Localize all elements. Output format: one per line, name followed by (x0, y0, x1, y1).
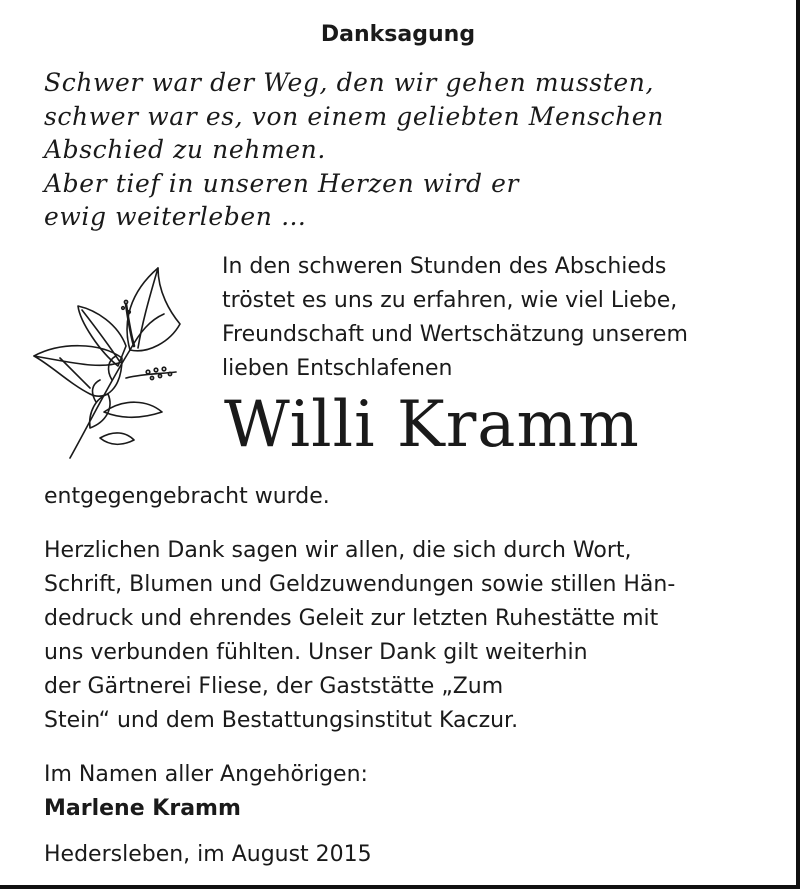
heading: Danksagung (320, 22, 476, 47)
thanks-line: dedruck und ehrendes Geleit zur letzten Ruhestätte mit (44, 606, 659, 631)
signature-name: Marlene Kramm (44, 796, 241, 821)
thanks-paragraph (44, 534, 675, 738)
intro-line: In den schweren Stunden des Abschieds (222, 254, 667, 279)
poem-line: Abschied zu nehmen. (44, 135, 326, 164)
intro-line: lieben Entschlafenen (222, 356, 453, 381)
thanks-line: Herzlichen Dank sagen wir allen, die sich durch Wort, (44, 538, 632, 563)
poem-line: Schwer war der Weg, den wir gehen mussten, (44, 68, 655, 97)
intro-line: Freundschaft und Wertschätzung unserem (222, 322, 688, 347)
deceased-name: Willi Kramm (224, 388, 640, 462)
thanks-line: Stein“ und dem Bestattungsinstitut Kaczur. (44, 708, 519, 733)
thanks-line: uns verbunden fühlten. Unser Dank gilt weiterhin (44, 640, 588, 665)
intro-text (222, 250, 688, 386)
signature-block (44, 758, 368, 826)
poem (44, 66, 664, 234)
intro-line: tröstet es uns zu erfahren, wie viel Liebe, (222, 288, 678, 313)
thanks-line: der Gärtnerei Fliese, der Gaststätte „Zum (44, 674, 504, 699)
place-date: Hedersleben, im August 2015 (44, 842, 372, 867)
calla-lily-icon (30, 262, 190, 462)
thanks-line: Schrift, Blumen und Geldzuwendungen sowie stillen Hän- (44, 572, 676, 597)
poem-line: schwer war es, von einem geliebten Menschen (44, 101, 664, 131)
poem-line: ewig weiterleben … (44, 202, 307, 231)
after-name-text: entgegengebracht wurde. (44, 484, 330, 509)
poem-line: Aber tief in unseren Herzen wird er (44, 168, 520, 198)
signature-line: Im Namen aller Angehörigen: (44, 762, 368, 787)
